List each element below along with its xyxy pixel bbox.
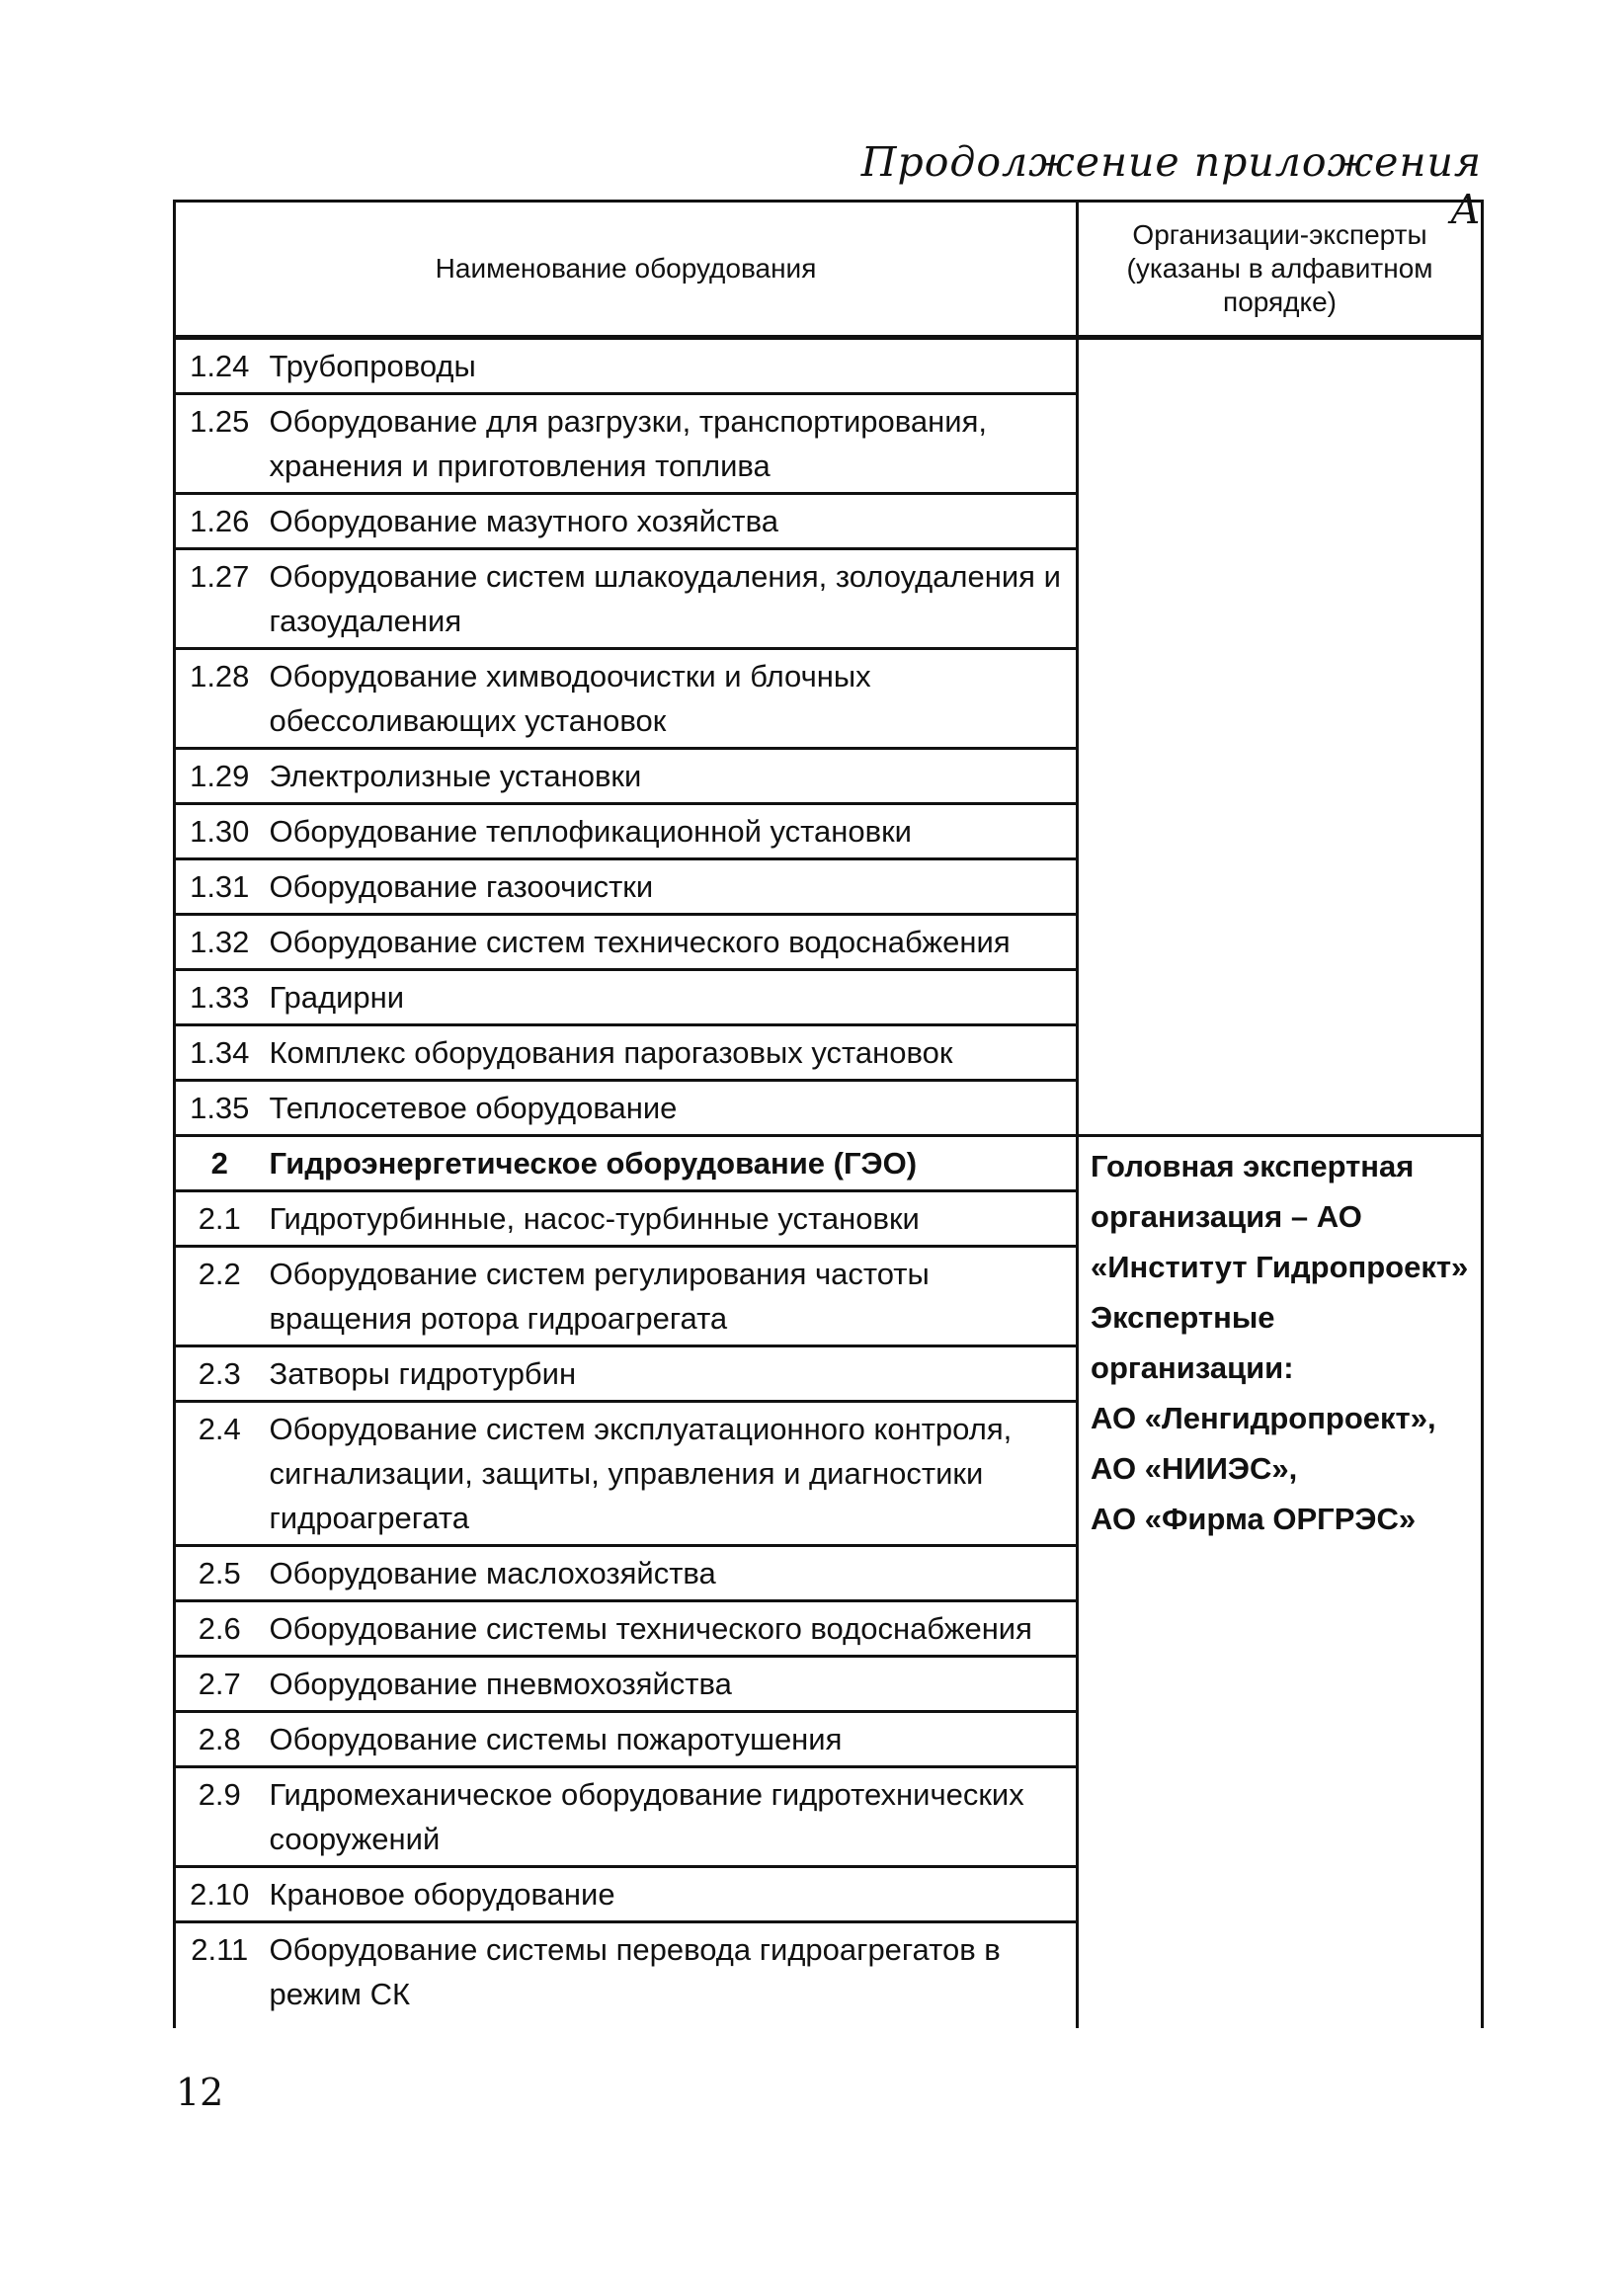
page-heading: Продолжение приложения А (860, 138, 1482, 233)
expert-line: Экспертные организации: (1091, 1300, 1294, 1385)
section-row (175, 1136, 1483, 1191)
equipment-name: Оборудование системы перевода гидроагрегатов в режим СК (264, 1922, 1078, 2029)
row-number: 1.26 (175, 494, 264, 549)
equipment-name: Затворы гидротурбин (264, 1346, 1078, 1402)
expert-line: АО «Фирма ОРГРЭС» (1091, 1502, 1417, 1536)
row-number: 1.28 (175, 649, 264, 749)
row-number: 1.24 (175, 338, 264, 394)
table-row (175, 338, 1483, 394)
equipment-name: Градирни (264, 970, 1078, 1025)
table-header-row (175, 202, 1483, 338)
row-number: 1.29 (175, 749, 264, 804)
row-number: 1.32 (175, 915, 264, 970)
header-equipment-name: Наименование оборудования (175, 202, 1078, 338)
section-number: 2 (175, 1136, 264, 1191)
expert-line: организация – АО (1091, 1199, 1362, 1234)
equipment-name: Оборудование пневмохозяйства (264, 1657, 1078, 1712)
equipment-name: Оборудование системы технического водоснабжения (264, 1601, 1078, 1657)
row-number: 2.11 (175, 1922, 264, 2029)
equipment-name: Оборудование систем регулирования частоты вращения ротора гидроагрегата (264, 1247, 1078, 1346)
equipment-name: Электролизные установки (264, 749, 1078, 804)
equipment-name: Оборудование мазутного хозяйства (264, 494, 1078, 549)
equipment-name: Оборудование маслохозяйства (264, 1546, 1078, 1601)
equipment-name: Гидромеханическое оборудование гидротехнических сооружений (264, 1767, 1078, 1867)
row-number: 1.35 (175, 1081, 264, 1136)
section-title: Гидроэнергетическое оборудование (ГЭО) (264, 1136, 1078, 1191)
equipment-name: Крановое оборудование (264, 1867, 1078, 1922)
row-number: 1.31 (175, 859, 264, 915)
equipment-name: Оборудование теплофикационной установки (264, 804, 1078, 859)
row-number: 2.1 (175, 1191, 264, 1247)
row-number: 2.3 (175, 1346, 264, 1402)
expert-line: Головная экспертная (1091, 1149, 1415, 1183)
header-expert-organizations: Организации-эксперты (указаны в алфавитном порядке) (1078, 202, 1483, 338)
equipment-name: Оборудование газоочистки (264, 859, 1078, 915)
page-number: 12 (176, 2071, 224, 2114)
row-number: 2.6 (175, 1601, 264, 1657)
equipment-name: Теплосетевое оборудование (264, 1081, 1078, 1136)
expert-line: «Институт Гидропроект» (1091, 1250, 1469, 1284)
row-number: 1.30 (175, 804, 264, 859)
row-number: 2.7 (175, 1657, 264, 1712)
equipment-name: Оборудование химводоочистки и блочных обессоливающих установок (264, 649, 1078, 749)
row-number: 1.33 (175, 970, 264, 1025)
row-number: 1.25 (175, 394, 264, 494)
expert-line: АО «НИИЭС», (1091, 1451, 1298, 1486)
equipment-name: Оборудование систем эксплуатационного контроля, сигнализации, защиты, управления и диагностики гидроагрегата (264, 1402, 1078, 1546)
experts-cell-section-2 (1078, 1136, 1483, 2029)
row-number: 2.10 (175, 1867, 264, 1922)
row-number: 1.34 (175, 1025, 264, 1081)
equipment-table (173, 200, 1484, 2028)
equipment-name: Трубопроводы (264, 338, 1078, 394)
row-number: 2.2 (175, 1247, 264, 1346)
equipment-name: Гидротурбинные, насос-турбинные установки (264, 1191, 1078, 1247)
row-number: 2.5 (175, 1546, 264, 1601)
row-number: 1.27 (175, 549, 264, 649)
row-number: 2.8 (175, 1712, 264, 1767)
equipment-name: Оборудование для разгрузки, транспортирования, хранения и приготовления топлива (264, 394, 1078, 494)
equipment-name: Оборудование систем технического водоснабжения (264, 915, 1078, 970)
equipment-name: Оборудование системы пожаротушения (264, 1712, 1078, 1767)
experts-cell-section-1 (1078, 338, 1483, 1136)
equipment-name: Комплекс оборудования парогазовых установок (264, 1025, 1078, 1081)
expert-line: АО «Ленгидропроект», (1091, 1401, 1436, 1435)
row-number: 2.4 (175, 1402, 264, 1546)
equipment-name: Оборудование систем шлакоудаления, золоудаления и газоудаления (264, 549, 1078, 649)
row-number: 2.9 (175, 1767, 264, 1867)
